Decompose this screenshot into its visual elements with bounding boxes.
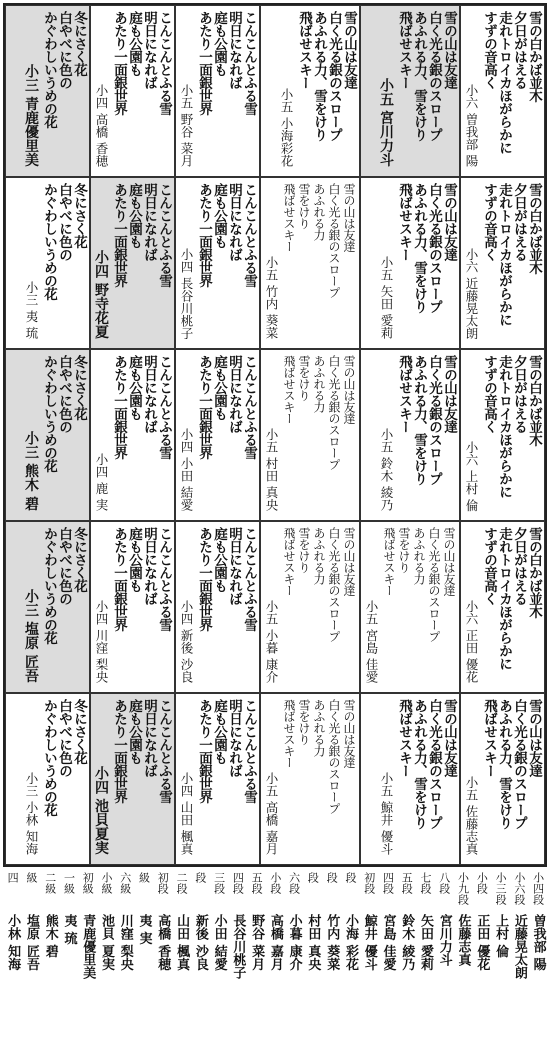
poem-line: あふれる力、雪をけり [411, 699, 427, 829]
poem-line: 白やべに色の [56, 11, 72, 89]
result-name: 小田 結愛 [211, 914, 227, 971]
poem-line: 庭も公園も [126, 11, 142, 76]
rank-label: 初級 [81, 872, 95, 894]
rank-label: 二級 [43, 872, 57, 894]
result-entry [303, 872, 322, 1052]
poem-sheet [260, 5, 360, 177]
poem-line: 走れトロイカほがらかに [496, 11, 512, 154]
student-signature: 小五 鈴木 綾乃 [379, 428, 394, 511]
student-signature: 小五 佐藤志真 [464, 776, 479, 855]
rank-label: 小四段 [531, 872, 545, 905]
result-name: 野谷 菜月 [249, 914, 265, 971]
poem-line: こんこんとふる雪 [241, 183, 257, 287]
poem-line: 飛ばせスキー [396, 699, 412, 777]
result-entry [416, 872, 435, 1052]
poem-sheet [460, 693, 545, 865]
poem-line: 庭も公園も [126, 355, 142, 420]
poem-line: 雪の山は友達 [441, 11, 457, 89]
poem-line: 雪の山は友達 [441, 355, 457, 433]
result-entry [509, 872, 528, 1052]
student-signature: 小三 熊木 碧 [23, 431, 39, 511]
poem-line: あたり一面銀世界 [196, 699, 212, 803]
student-signature: 小五 宮島 佳愛 [364, 600, 379, 683]
poem-line: こんこんとふる雪 [156, 527, 172, 631]
result-name: 塩原 匠吾 [23, 914, 39, 971]
rank-label: 小三段 [494, 872, 508, 905]
poem-sheet [260, 521, 360, 693]
poem-line: 冬にさく花 [71, 183, 87, 248]
poem-line: 白く光る銀のスロープ [327, 183, 341, 298]
poem-line: あたり一面銀世界 [111, 355, 127, 459]
poem-line: 走れトロイカほがらかに [496, 527, 512, 670]
poem-line: 白く光る銀のスロープ [327, 355, 341, 470]
poem-line: あふれる力、雪をけり [411, 11, 427, 141]
result-entry [115, 872, 134, 1052]
calligraphy-grid [3, 3, 547, 867]
student-signature: 小三 青鹿優里美 [23, 64, 39, 167]
poem-line: 雪の山は友達 [526, 699, 542, 777]
rank-label: 級 [24, 872, 38, 883]
result-entry [59, 872, 78, 1052]
poem-line: 雪をけり [297, 355, 311, 401]
student-signature: 小六 上村 倫 [464, 440, 479, 511]
poem-line: あたり一面銀世界 [111, 11, 127, 115]
student-signature: 小三 塩原 匠吾 [23, 589, 39, 683]
poem-line: あたり一面銀世界 [196, 527, 212, 631]
result-entry [22, 872, 41, 1052]
poem-line: 雪をけり [297, 527, 311, 573]
poem-line: 庭も公園も [211, 11, 227, 76]
result-entry [134, 872, 153, 1052]
poem-line: こんこんとふる雪 [156, 699, 172, 803]
poem-line: 飛ばせスキー [282, 527, 296, 596]
result-entry [491, 872, 510, 1052]
rank-label: 六級 [118, 872, 132, 894]
poem-sheet [90, 349, 175, 521]
student-signature: 小六 正田 優花 [464, 600, 479, 683]
poem-line: あふれる力、雪をけり [411, 183, 427, 313]
result-name: 鈴木 綾乃 [399, 914, 415, 971]
student-signature: 小四 池貝夏実 [93, 766, 109, 855]
poem-sheet [460, 5, 545, 177]
rank-label: 小九段 [456, 872, 470, 905]
result-name: 山田 楓真 [174, 914, 190, 971]
student-signature: 小五 竹内 葵菜 [264, 256, 279, 339]
poem-line: かぐわしいうめの花 [41, 183, 57, 300]
result-entry [78, 872, 97, 1052]
poem-line: 雪の白かば並木 [526, 11, 542, 102]
result-name: 矢田 愛莉 [418, 914, 434, 971]
student-signature: 小五 鯨井 優斗 [379, 772, 394, 855]
rank-label: 小段 [268, 872, 282, 894]
rank-label: 初段 [156, 872, 170, 894]
poem-line: 雪の山は友達 [441, 699, 457, 777]
poem-line: こんこんとふる雪 [156, 11, 172, 115]
poem-line: 雪をけり [297, 183, 311, 229]
poem-line: 明日になれば [141, 699, 157, 777]
result-name: 宮島 佳愛 [380, 914, 396, 971]
poem-sheet [460, 521, 545, 693]
poem-line: 庭も公園も [211, 183, 227, 248]
poem-line: あふれる力 [412, 527, 426, 585]
poem-line: あふれる力 [312, 355, 326, 413]
poem-line: すずの音高く [481, 183, 497, 261]
poem-line: こんこんとふる雪 [241, 527, 257, 631]
poem-line: 飛ばせスキー [396, 11, 412, 89]
poem-line: こんこんとふる雪 [156, 355, 172, 459]
result-entry [528, 872, 547, 1052]
result-name: 宮川力斗 [436, 914, 452, 966]
rank-label: 段 [343, 872, 357, 883]
result-entry [378, 872, 397, 1052]
poem-line: 白やべに色の [56, 699, 72, 777]
poem-sheet [175, 5, 260, 177]
poem-line: こんこんとふる雪 [241, 11, 257, 115]
result-entry [209, 872, 228, 1052]
poem-sheet [90, 693, 175, 865]
poem-line: 冬にさく花 [71, 527, 87, 592]
result-name: 青鹿優里美 [80, 914, 96, 979]
poem-line: かぐわしいうめの花 [41, 11, 57, 128]
poem-sheet [175, 177, 260, 349]
poem-line: 飛ばせスキー [282, 183, 296, 252]
result-name: 熊木 碧 [42, 914, 58, 958]
rank-label: 段 [193, 872, 207, 883]
student-signature: 小四 鹿 実 [94, 453, 109, 511]
result-name: 正田 優花 [474, 914, 490, 971]
poem-sheet [5, 5, 90, 177]
result-name: 高橋 香穂 [155, 914, 171, 971]
student-signature: 小四 小田 結愛 [179, 428, 194, 511]
result-entry [472, 872, 491, 1052]
result-entry [341, 872, 360, 1052]
poem-sheet [260, 693, 360, 865]
poem-line: 白く光る銀のスロープ [326, 11, 342, 141]
rank-label: 六段 [287, 872, 301, 894]
result-name: 池貝 夏実 [99, 914, 114, 971]
poem-line: 飛ばせスキー [396, 183, 412, 261]
poem-line: 飛ばせスキー [382, 527, 396, 596]
poem-sheet [5, 349, 90, 521]
result-name: 竹内 葵菜 [324, 914, 340, 971]
poem-sheet [460, 177, 545, 349]
rank-label: 段 [306, 872, 320, 883]
poem-line: 雪の白かば並木 [526, 183, 542, 274]
result-entry [397, 872, 416, 1052]
student-signature: 小五 小暮 康介 [264, 600, 279, 683]
poem-sheet [360, 349, 460, 521]
poem-line: あたり一面銀世界 [196, 11, 212, 115]
student-signature: 小四 高橋 香穂 [94, 84, 109, 167]
poem-line: 明日になれば [226, 699, 242, 777]
result-entry [40, 872, 59, 1052]
poem-line: 雪の山は友達 [342, 355, 356, 424]
poem-line: こんこんとふる雪 [156, 183, 172, 287]
poem-line: 庭も公園も [211, 699, 227, 764]
result-name: 小海 彩花 [342, 914, 358, 971]
result-name: 曽我部 陽 [530, 914, 546, 971]
poem-line: 雪の白かば並木 [526, 527, 542, 618]
rank-label: 小段 [475, 872, 489, 894]
result-entry [453, 872, 472, 1052]
result-name: 鯨井 優斗 [361, 914, 377, 971]
poem-sheet [5, 693, 90, 865]
result-name: 川窪 梨央 [117, 914, 133, 971]
poem-sheet [90, 521, 175, 693]
poem-line: 雪をけり [297, 699, 311, 745]
poem-line: かぐわしいうめの花 [41, 699, 57, 816]
poem-line: あたり一面銀世界 [196, 183, 212, 287]
poem-line: 明日になれば [141, 11, 157, 89]
student-signature: 小三 小林 知海 [24, 772, 39, 855]
poem-line: 冬にさく花 [71, 699, 87, 764]
poem-line: あたり一面銀世界 [111, 699, 127, 803]
result-name: 夷 琉 [61, 914, 77, 945]
student-signature: 小四 野寺花夏 [93, 250, 109, 339]
poem-line: あたり一面銀世界 [196, 355, 212, 459]
poem-sheet [360, 5, 460, 177]
student-signature: 小六 近藤晃太朗 [464, 247, 479, 339]
poem-line: あたり一面銀世界 [111, 527, 127, 631]
rank-label: 二段 [175, 872, 189, 894]
poem-sheet [460, 349, 545, 521]
poem-line: 雪の山は友達 [341, 11, 357, 89]
poem-line: あふれる力 [312, 183, 326, 241]
rank-label: 七段 [419, 872, 433, 894]
result-name: 夷 実 [136, 914, 152, 945]
poem-line: 白く光る銀のスロープ [427, 527, 441, 642]
rank-label: 八段 [437, 872, 451, 894]
rank-label: 小六段 [512, 872, 526, 905]
student-signature: 小五 矢田 愛莉 [379, 256, 394, 339]
poem-line: あふれる力、雪をけり [311, 11, 327, 141]
student-signature: 小五 高橋 嘉月 [264, 772, 279, 855]
result-entry [247, 872, 266, 1052]
student-signature: 小四 山田 楓真 [179, 772, 194, 855]
poem-line: すずの音高く [481, 527, 497, 605]
poem-line: 飛ばせスキー [481, 699, 497, 777]
result-name: 新後 沙良 [192, 914, 208, 971]
student-signature: 小五 村田 真央 [264, 428, 279, 511]
poem-sheet [360, 693, 460, 865]
rank-label: 五段 [250, 872, 264, 894]
poem-line: 白やべに色の [56, 355, 72, 433]
rank-label: 四段 [231, 872, 245, 894]
poem-line: 飛ばせスキー [282, 355, 296, 424]
poem-line: 白く光る銀のスロープ [327, 699, 341, 814]
poem-line: 庭も公園も [126, 527, 142, 592]
student-signature: 小六 曽我部 陽 [464, 84, 479, 167]
result-entry [359, 872, 378, 1052]
poem-sheet [360, 521, 460, 693]
result-entry [97, 872, 116, 1052]
poem-line: 飛ばせスキー [396, 355, 412, 433]
poem-line: あふれる力 [312, 699, 326, 757]
poem-sheet [5, 521, 90, 693]
poem-line: 庭も公園も [126, 183, 142, 248]
rank-label: 五段 [400, 872, 414, 894]
student-signature: 小三 夷 琉 [24, 281, 39, 339]
poem-line: 明日になれば [226, 183, 242, 261]
poem-line: すずの音高く [481, 11, 497, 89]
poem-sheet [175, 521, 260, 693]
poem-line: 明日になれば [226, 11, 242, 89]
poem-line: 白く光る銀のスロープ [426, 183, 442, 313]
poem-line: あふれる力、雪をけり [411, 355, 427, 485]
poem-line: 雪の山は友達 [342, 183, 356, 252]
result-entry [190, 872, 209, 1052]
rank-label: 三段 [212, 872, 226, 894]
poem-line: 明日になれば [141, 527, 157, 605]
result-entry [3, 872, 22, 1052]
rank-label: 四段 [381, 872, 395, 894]
poem-line: 庭も公園も [126, 699, 142, 764]
poem-line: 白く光る銀のスロープ [426, 699, 442, 829]
rank-label: 四 [6, 872, 20, 883]
poem-line: 走れトロイカほがらかに [496, 183, 512, 326]
poem-line: 夕日がはえる [511, 183, 527, 261]
result-name: 佐藤志真 [455, 914, 471, 966]
poem-line: あたり一面銀世界 [111, 183, 127, 287]
poem-sheet [175, 349, 260, 521]
result-entry [434, 872, 453, 1052]
rank-label: 級 [137, 872, 151, 883]
poem-line: 冬にさく花 [71, 355, 87, 420]
poem-line: 白く光る銀のスロープ [511, 699, 527, 829]
result-name: 高橋 嘉月 [267, 914, 283, 971]
poem-sheet [175, 693, 260, 865]
rank-label: 初段 [362, 872, 376, 894]
poem-line: 白く光る銀のスロープ [426, 355, 442, 485]
result-entry [172, 872, 191, 1052]
poem-sheet [90, 5, 175, 177]
result-name: 村田 真央 [305, 914, 321, 971]
poem-line: 雪をけり [397, 527, 411, 573]
student-signature: 小五 小海彩花 [279, 88, 294, 167]
poem-line: 庭も公園も [211, 527, 227, 592]
poem-sheet [260, 177, 360, 349]
poem-line: 雪の山は友達 [441, 183, 457, 261]
poem-line: 夕日がはえる [511, 355, 527, 433]
poem-sheet [5, 177, 90, 349]
poem-line: 白やべに色の [56, 183, 72, 261]
poem-line: 冬にさく花 [71, 11, 87, 76]
result-entry [153, 872, 172, 1052]
result-name: 小林 知海 [5, 914, 21, 971]
poem-line: あふれる力 [312, 527, 326, 585]
result-entry [228, 872, 247, 1052]
poem-line: すずの音高く [481, 355, 497, 433]
student-signature: 小四 川窪 梨央 [94, 600, 109, 683]
poem-line: 白やべに色の [56, 527, 72, 605]
poem-line: 明日になれば [141, 355, 157, 433]
poem-line: 夕日がはえる [511, 11, 527, 89]
poem-line: あふれる力、雪をけり [496, 699, 512, 829]
rank-label: 段 [325, 872, 339, 883]
result-name: 上村 倫 [493, 914, 509, 958]
poem-line: 飛ばせスキー [282, 699, 296, 768]
poem-line: かぐわしいうめの花 [41, 527, 57, 644]
poem-sheet [260, 349, 360, 521]
student-signature: 小五 野谷 菜月 [179, 84, 194, 167]
poem-line: 白く光る銀のスロープ [426, 11, 442, 141]
result-name: 小暮 康介 [286, 914, 302, 971]
poem-line: 明日になれば [141, 183, 157, 261]
poem-sheet [90, 177, 175, 349]
poem-line: 雪の白かば並木 [526, 355, 542, 446]
results-list [3, 872, 547, 1052]
result-name: 長谷川桃子 [230, 914, 246, 979]
poem-line: かぐわしいうめの花 [41, 355, 57, 472]
student-signature: 小四 長谷川桃子 [179, 247, 194, 339]
poem-line: 雪の山は友達 [442, 527, 456, 596]
poem-sheet [360, 177, 460, 349]
poem-line: こんこんとふる雪 [241, 699, 257, 803]
poem-line: 夕日がはえる [511, 527, 527, 605]
poem-line: 明日になれば [226, 527, 242, 605]
result-entry [284, 872, 303, 1052]
poem-line: 白く光る銀のスロープ [327, 527, 341, 642]
result-entry [266, 872, 285, 1052]
student-signature: 小五 宮川力斗 [378, 78, 394, 167]
result-entry [322, 872, 341, 1052]
poem-line: 飛ばせスキー [296, 11, 312, 89]
poem-line: 走れトロイカほがらかに [496, 355, 512, 498]
rank-label: 小級 [100, 872, 113, 894]
result-name: 近藤晃太朗 [511, 914, 527, 979]
poem-line: こんこんとふる雪 [241, 355, 257, 459]
student-signature: 小四 新後 沙良 [179, 600, 194, 683]
poem-line: 庭も公園も [211, 355, 227, 420]
rank-label: 一級 [62, 872, 76, 894]
poem-line: 雪の山は友達 [342, 699, 356, 768]
poem-line: 雪の山は友達 [342, 527, 356, 596]
poem-line: 明日になれば [226, 355, 242, 433]
